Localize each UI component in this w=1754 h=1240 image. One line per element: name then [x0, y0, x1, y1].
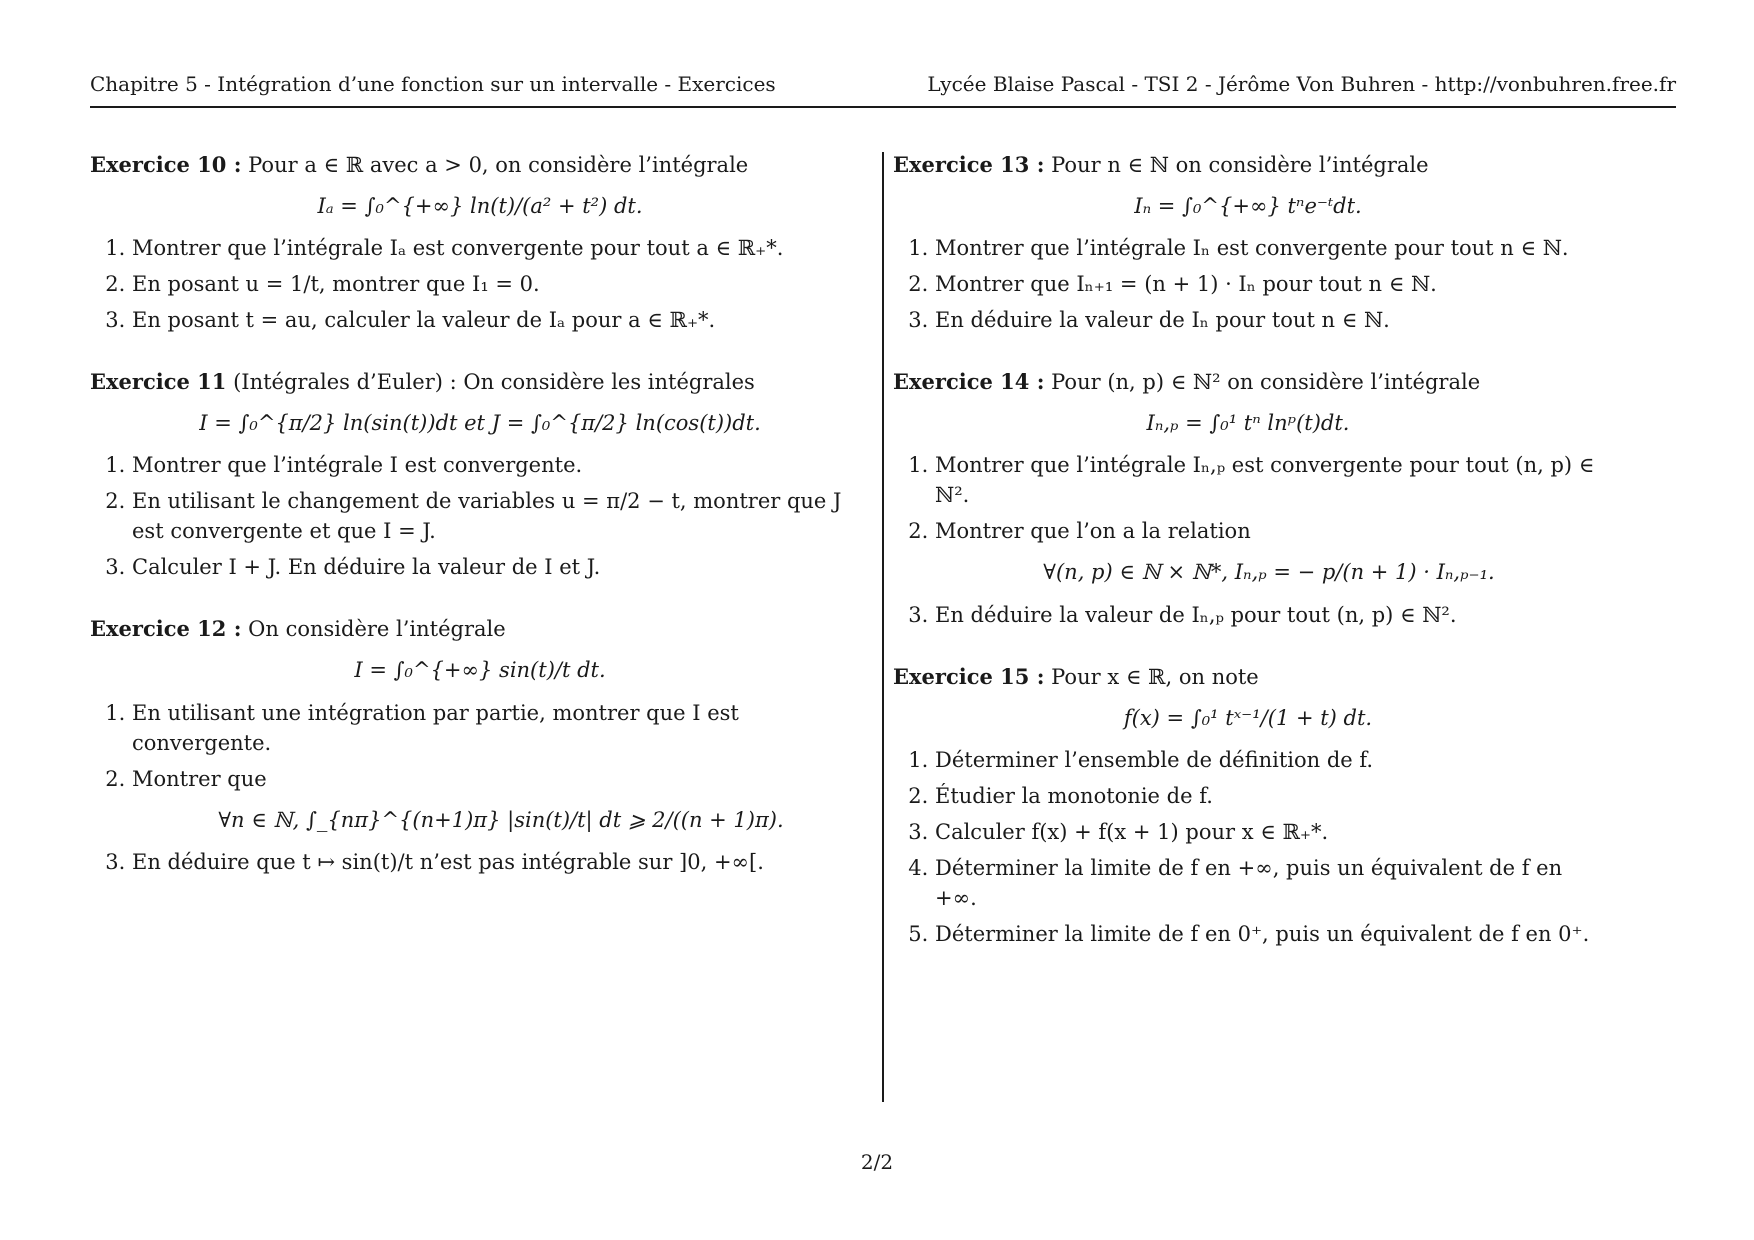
- exercise-15-title: [893, 662, 1603, 692]
- exercise-11: [90, 367, 870, 582]
- question: 3. En posant t = au, calculer la valeur de Iₐ pour a ∈ ℝ₊*.: [132, 305, 870, 335]
- question: 3. En déduire que t ↦ sin(t)/t n’est pas intégrable sur ]0, +∞[.: [132, 847, 870, 877]
- exercise-14-label: Exercice 14 :: [893, 369, 1045, 395]
- exercise-14-intro: Pour (n, p) ∈ ℕ² on considère l’intégrale: [1051, 370, 1481, 395]
- exercise-13-intro: Pour n ∈ ℕ on considère l’intégrale: [1051, 153, 1429, 177]
- question: 2. En posant u = 1/t, montrer que I₁ = 0.: [132, 269, 870, 299]
- exercise-14-questions: [893, 450, 1603, 629]
- exercise-12-intro: On considère l’intégrale: [248, 617, 506, 642]
- header-chapter-title: Chapitre 5 - Intégration d’une fonction sur un intervalle - Exercices: [90, 72, 776, 96]
- question: [132, 764, 870, 833]
- exercise-15-questions: [893, 745, 1603, 949]
- exercise-12-questions: [90, 698, 870, 877]
- exercise-11-formula: I = ∫₀^{π/2} ln(sin(t))dt et J = ∫₀^{π/2} ln(cos(t))dt.: [199, 411, 761, 436]
- exercise-11-label: Exercice 11: [90, 369, 227, 395]
- question: 3. Calculer f(x) + f(x + 1) pour x ∈ ℝ₊*.: [935, 817, 1603, 847]
- question: 2. En utilisant le changement de variables u = π/2 − t, montrer que J est convergente et que I = J.: [132, 486, 870, 546]
- exercise-15-intro: Pour x ∈ ℝ, on note: [1051, 664, 1259, 689]
- question: 2. Étudier la monotonie de f.: [935, 781, 1603, 811]
- exercise-10-questions: [90, 233, 870, 335]
- exercise-15-label: Exercice 15 :: [893, 663, 1045, 689]
- exercise-14: [893, 367, 1603, 629]
- question: 4. Déterminer la limite de f en +∞, puis un équivalent de f en +∞.: [935, 853, 1603, 913]
- question: 3. En déduire la valeur de Iₙ,ₚ pour tout (n, p) ∈ ℕ².: [935, 600, 1603, 630]
- exercise-12-title: [90, 614, 870, 644]
- question: 1. Montrer que l’intégrale Iₙ est convergente pour tout n ∈ ℕ.: [935, 233, 1603, 263]
- exercise-12-formula: I = ∫₀^{+∞} sin(t)/t dt.: [354, 658, 606, 683]
- question: 1. Montrer que l’intégrale Iₐ est convergente pour tout a ∈ ℝ₊*.: [132, 233, 870, 263]
- question: 1. Déterminer l’ensemble de définition de f.: [935, 745, 1603, 775]
- exercise-11-questions: [90, 450, 870, 582]
- question: 1. En utilisant une intégration par partie, montrer que I est convergente.: [132, 698, 870, 758]
- exercise-10-label: Exercice 10 :: [90, 152, 242, 177]
- exercise-13-title: [893, 150, 1603, 180]
- exercise-13-questions: [893, 233, 1603, 335]
- exercise-13-formula: Iₙ = ∫₀^{+∞} tⁿe⁻ᵗdt.: [1134, 194, 1362, 218]
- question: 1. Montrer que l’intégrale I est convergente.: [132, 450, 870, 480]
- question: 5. Déterminer la limite de f en 0⁺, puis un équivalent de f en 0⁺.: [935, 919, 1603, 949]
- exercise-13-label: Exercice 13 :: [893, 152, 1045, 177]
- exercise-10-intro: Pour a ∈ ℝ avec a > 0, on considère l’intégrale: [248, 153, 749, 177]
- question-text: Montrer que l’on a la relation: [935, 519, 1251, 544]
- question: 3. Calculer I + J. En déduire la valeur de I et J.: [132, 552, 870, 582]
- page-header: [90, 72, 1676, 108]
- exercise-12-inequality: ∀n ∈ ℕ, ∫_{nπ}^{(n+1)π} |sin(t)/t| dt ⩾ 2/((n + 1)π).: [218, 807, 784, 832]
- exercise-15: [893, 662, 1603, 949]
- exercise-12-label: Exercice 12 :: [90, 616, 242, 642]
- exercise-14-relation: ∀(n, p) ∈ ℕ × ℕ*, Iₙ,ₚ = − p/(n + 1) · Iₙ,ₚ₋₁.: [1043, 560, 1495, 585]
- exercise-15-formula: f(x) = ∫₀¹ tˣ⁻¹/(1 + t) dt.: [1123, 705, 1373, 730]
- question: [935, 516, 1603, 585]
- exercise-11-subtitle: (Intégrales d’Euler) :: [233, 370, 457, 395]
- question-text: Montrer que: [132, 766, 267, 791]
- exercise-13: [893, 150, 1603, 335]
- exercise-11-intro: On considère les intégrales: [463, 370, 755, 395]
- question: 1. Montrer que l’intégrale Iₙ,ₚ est convergente pour tout (n, p) ∈ ℕ².: [935, 450, 1603, 510]
- exercise-10-title: [90, 150, 870, 180]
- exercise-10-formula: Iₐ = ∫₀^{+∞} ln(t)/(a² + t²) dt.: [317, 194, 643, 218]
- header-school-info: Lycée Blaise Pascal - TSI 2 - Jérôme Von Buhren - http://vonbuhren.free.fr: [927, 72, 1676, 96]
- question: 3. En déduire la valeur de Iₙ pour tout n ∈ ℕ.: [935, 305, 1603, 335]
- question: 2. Montrer que Iₙ₊₁ = (n + 1) · Iₙ pour tout n ∈ ℕ.: [935, 269, 1603, 299]
- exercise-11-title: [90, 367, 870, 397]
- left-column: [90, 150, 870, 909]
- exercise-14-formula: Iₙ,ₚ = ∫₀¹ tⁿ lnᵖ(t)dt.: [1146, 411, 1350, 436]
- exercise-14-title: [893, 367, 1603, 397]
- exercise-12: [90, 614, 870, 876]
- page-number: 2/2: [860, 1150, 894, 1174]
- exercise-10: [90, 150, 870, 335]
- right-column: [893, 150, 1603, 981]
- column-divider: [882, 152, 884, 1102]
